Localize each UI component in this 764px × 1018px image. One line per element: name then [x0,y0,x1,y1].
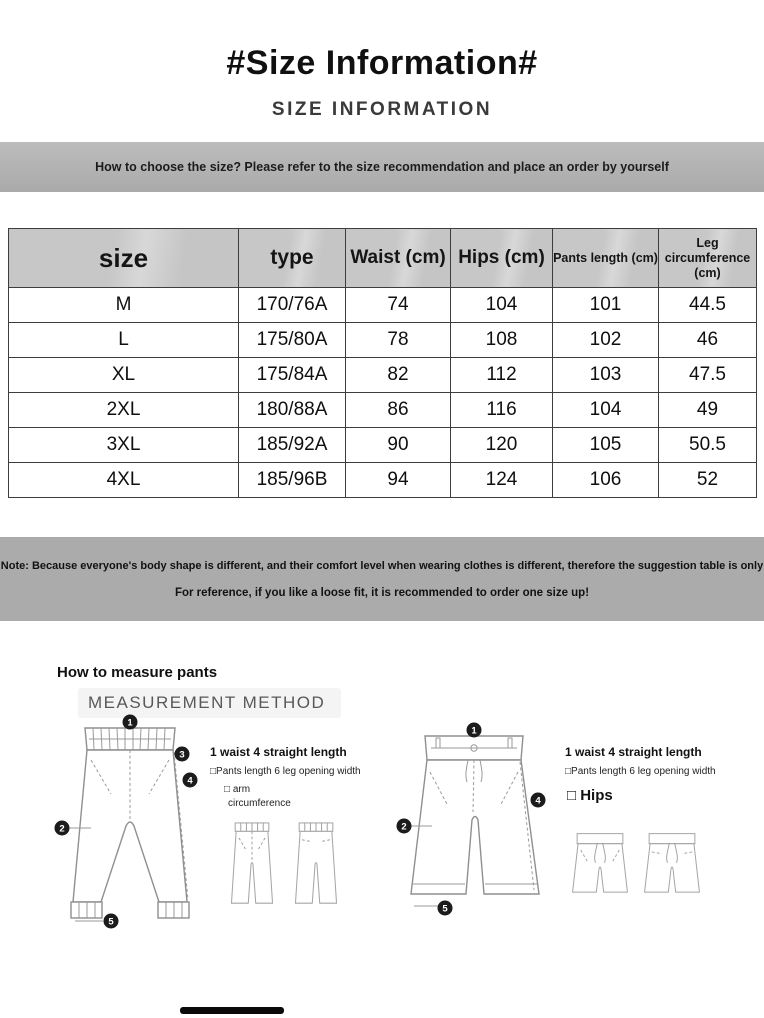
pants-measure-note [210,745,385,809]
choose-size-banner [0,142,764,192]
table-cell: 116 [451,393,553,428]
shorts-measure-diagram [398,722,550,922]
table-cell: 86 [346,393,451,428]
measure-point-4-icon [531,793,546,808]
table-cell: 185/96B [239,463,346,498]
svg-text:3: 3 [179,749,185,761]
table-cell: XL [9,358,239,393]
measure-point-3-icon [175,747,190,762]
table-cell: 47.5 [659,358,757,393]
table-cell: M [9,288,239,323]
column-header-waist: Waist (cm) [346,229,451,288]
table-cell: 175/84A [239,358,346,393]
svg-text:4: 4 [535,795,541,807]
column-header-size: size [9,229,239,288]
page-subtitle: SIZE INFORMATION [271,99,493,120]
table-cell: 46 [659,323,757,358]
table-cell: 3XL [9,428,239,463]
shorts-diagram-drawing [398,722,550,922]
pants-note-line3: □ arm [224,784,251,795]
mini-pants-front-figure [224,816,280,912]
table-header-row [9,229,757,288]
table-cell: 124 [451,463,553,498]
svg-text:5: 5 [442,903,448,915]
table-cell: 104 [451,288,553,323]
table-cell: 175/80A [239,323,346,358]
measure-point-5-icon [438,901,453,916]
measure-point-1-icon [467,723,482,738]
note-banner [0,537,764,621]
table-cell: 90 [346,428,451,463]
measure-heading: How to measure pants [57,664,218,681]
table-cell: 105 [553,428,659,463]
table-cell: 106 [553,463,659,498]
mini-shorts-back-figure [640,828,704,906]
table-cell: L [9,323,239,358]
column-header-type: type [239,229,346,288]
table-cell: 101 [553,288,659,323]
table-row [9,428,757,463]
svg-text:1: 1 [471,725,477,737]
column-header-leg-circumference: Leg circumference (cm) [659,229,757,288]
svg-text:4: 4 [187,775,193,787]
svg-text:2: 2 [401,821,407,833]
table-cell: 120 [451,428,553,463]
pants-measure-diagram [55,714,205,929]
svg-text:5: 5 [108,916,114,928]
choose-size-banner-text: How to choose the size? Please refer to the size recommendation and place an order by yourself [95,160,669,174]
table-cell: 112 [451,358,553,393]
table-cell: 4XL [9,463,239,498]
table-row [9,393,757,428]
table-cell: 108 [451,323,553,358]
mini-shorts-front-figure [568,828,632,906]
table-cell: 180/88A [239,393,346,428]
table-cell: 49 [659,393,757,428]
measure-point-1-icon [123,715,138,730]
measure-point-4-icon [183,773,198,788]
table-row [9,358,757,393]
svg-text:1: 1 [127,717,133,729]
column-header-hips: Hips (cm) [451,229,553,288]
table-cell: 104 [553,393,659,428]
table-cell: 78 [346,323,451,358]
measure-point-5-icon [104,914,119,929]
shorts-note-line1: 1 waist 4 straight length [565,745,702,759]
table-cell: 170/76A [239,288,346,323]
measure-subheading: MEASUREMENT METHOD [78,688,341,718]
page-title: #Size Information# [226,44,538,82]
mini-pants-back-figure [288,816,344,912]
bottom-bar [180,1007,284,1014]
table-cell: 74 [346,288,451,323]
table-cell: 2XL [9,393,239,428]
measure-point-2-icon [55,821,70,836]
note-banner-line1: Note: Because everyone's body shape is different, and their comfort level when wearing clothes is different, therefore the suggestion table is only [0,559,764,572]
table-cell: 52 [659,463,757,498]
pants-note-line2: □Pants length 6 leg opening width [210,766,361,777]
shorts-note-line2: □Pants length 6 leg opening width [565,766,716,777]
pants-note-line4: circumference [228,798,291,809]
table-cell: 44.5 [659,288,757,323]
table-row [9,288,757,323]
size-table [8,228,757,498]
pants-diagram-drawing [55,714,205,929]
table-cell: 102 [553,323,659,358]
column-header-pants-length: Pants length (cm) [553,229,659,288]
measure-point-2-icon [397,819,412,834]
shorts-note-line3: □ Hips [567,787,613,804]
svg-text:2: 2 [59,823,65,835]
table-cell: 50.5 [659,428,757,463]
note-banner-line2: For reference, if you like a loose fit, it is recommended to order one size up! [174,586,590,599]
table-cell: 82 [346,358,451,393]
table-cell: 185/92A [239,428,346,463]
table-row [9,323,757,358]
table-cell: 103 [553,358,659,393]
pants-note-line1: 1 waist 4 straight length [210,745,347,759]
table-row [9,463,757,498]
table-cell: 94 [346,463,451,498]
shorts-measure-note [565,745,755,804]
